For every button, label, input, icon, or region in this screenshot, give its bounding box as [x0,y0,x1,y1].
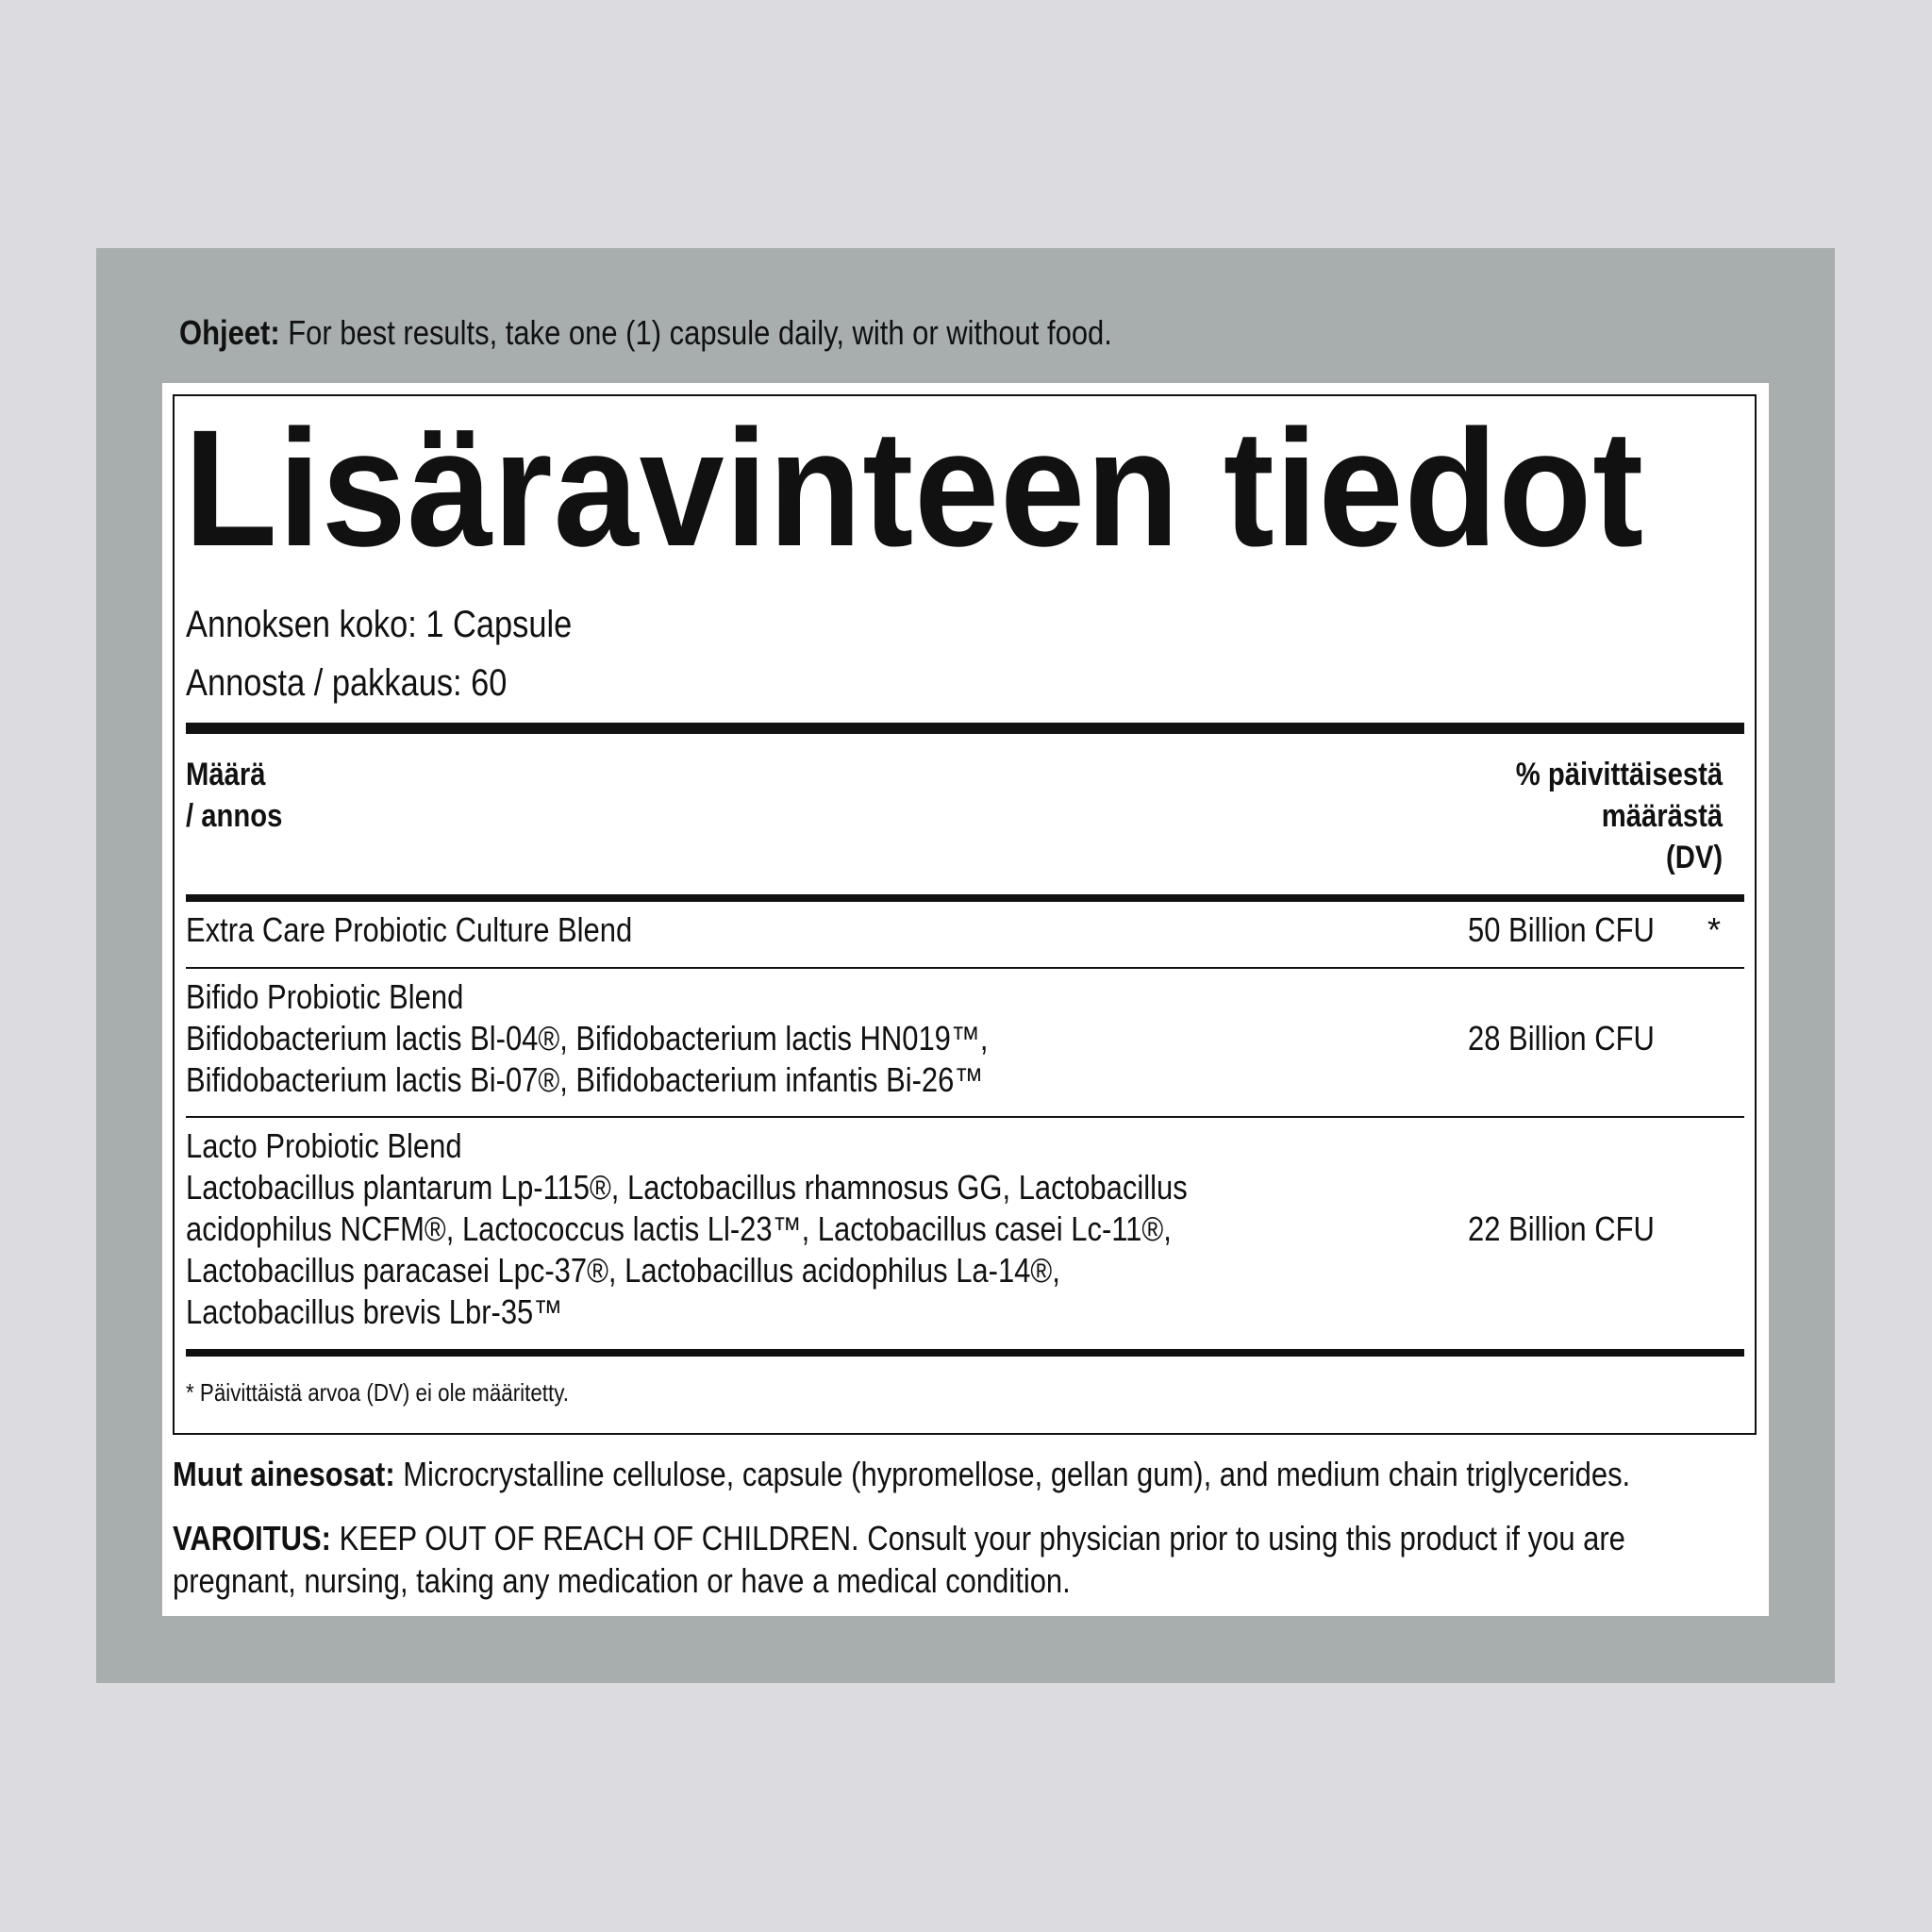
ingredient-amount: 50 Billion CFU [1468,910,1655,949]
daily-value-header [1516,754,1723,878]
header-left-line: / annos [186,798,283,834]
ingredient-line: Extra Care Probiotic Culture Blend [186,910,633,949]
other-ingredients [173,1453,1630,1496]
directions [179,308,1112,358]
divider-header [186,894,1744,902]
thick-divider-top [186,723,1744,734]
ingredient-row-name [186,976,988,1101]
ingredient-line: Bifidobacterium lactis Bi-07®, Bifidobacterium infantis Bi-26™ [186,1060,984,1099]
daily-value-footnote: * Päivittäistä arvoa (DV) ei ole määritetty. [186,1378,569,1407]
ingredient-line: acidophilus NCFM®, Lactococcus lactis Ll-23™, Lactobacillus casei Lc-11®, [186,1209,1172,1248]
ingredient-amount: 28 Billion CFU [1468,1019,1655,1058]
ingredient-amount: 22 Billion CFU [1468,1209,1655,1248]
warning-label: VAROITUS: [173,1519,331,1557]
ingredient-line: Lactobacillus plantarum Lp-115®, Lactobacillus rhamnosus GG, Lactobacillus [186,1168,1188,1207]
warning [173,1517,1730,1602]
row-divider [186,1116,1744,1118]
other-ingredients-text: Microcrystalline cellulose, capsule (hypromellose, gellan gum), and medium chain triglycerides. [394,1455,1631,1493]
servings-per-container: Annosta / pakkaus: 60 [186,662,508,704]
ingredient-line: Lactobacillus paracasei Lpc-37®, Lactobacillus acidophilus La-14®, [186,1251,1060,1290]
ingredient-line: Bifido Probiotic Blend [186,977,464,1016]
ingredient-row-name [186,1125,1188,1333]
directions-text: For best results, take one (1) capsule daily, with or without food. [279,313,1112,352]
serving-size: Annoksen koko: 1 Capsule [186,604,573,645]
ingredient-line: Lacto Probiotic Blend [186,1126,462,1165]
ingredient-row-name [186,909,632,951]
header-left-line: Määrä [186,757,266,792]
row-divider [186,967,1744,969]
thick-divider-bottom [186,1349,1744,1357]
ingredient-line: Bifidobacterium lactis Bl-04®, Bifidobacterium lactis HN019™, [186,1019,989,1058]
directions-label: Ohjeet: [179,313,280,352]
ingredient-line: Lactobacillus brevis Lbr-35™ [186,1292,563,1331]
warning-text: KEEP OUT OF REACH OF CHILDREN. Consult your physician prior to using this product if you are pregnant, nursing, taking any medication or have a medical condition. [173,1519,1625,1600]
header-right-line: määrästä [1601,798,1723,834]
daily-value-marker: * [1707,910,1722,949]
other-ingredients-label: Muut ainesosat: [173,1455,395,1493]
header-right-line: % päivittäisestä [1515,757,1723,792]
header-right-line: (DV) [1665,840,1723,875]
facts-title: Lisäravinteen tiedot [184,396,1645,581]
amount-per-serving-header [186,754,282,837]
